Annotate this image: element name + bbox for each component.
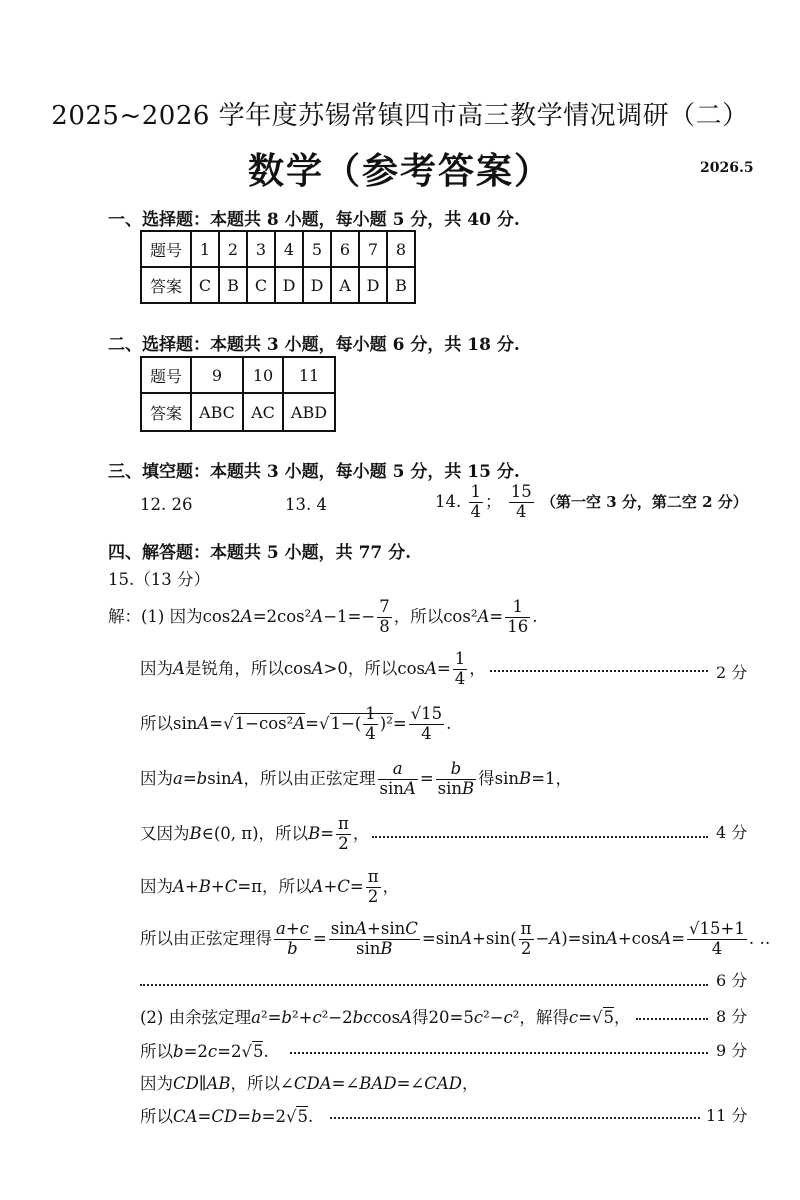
table-cell: 5 — [303, 231, 331, 267]
solution-line-3: 所以sinA=√1−cos²A=√1−( $\frac{1}{4}$ )²= $\frac{√15}{4}$ . — [140, 704, 452, 743]
q14-separator: ； — [485, 491, 502, 511]
section4-heading: 四、解答题：本题共 5 小题，共 77 分. — [108, 543, 412, 563]
table-cell: C — [191, 267, 219, 303]
answer-q13: 13. 4 — [285, 495, 327, 514]
table-header-cell: 题号 — [141, 357, 191, 393]
table-cell: D — [275, 267, 303, 303]
section3-heading: 三、填空题：本题共 3 小题，每小题 5 分，共 15 分. — [108, 462, 520, 482]
answer-q12: 12. 26 — [140, 495, 193, 514]
table-cell: 2 — [219, 231, 247, 267]
table-cell: 9 — [191, 357, 243, 393]
dot-leader — [490, 670, 708, 672]
table-cell: ABD — [283, 393, 335, 431]
table-cell: A — [331, 267, 359, 303]
section2-heading: 二、选择题：本题共 3 小题，每小题 6 分，共 18 分. — [108, 335, 520, 355]
table-cell: 7 — [359, 231, 387, 267]
table-cell: B — [219, 267, 247, 303]
solution-line-8: (2) 由余弦定理a²=b²+c²−2bccosA得20=5c²−c²，解得c=√5， — [140, 1008, 631, 1027]
score-2: 2 分 — [716, 663, 748, 682]
answer-q14: 14. $\frac{1}{4}$ ； $\frac{15}{4}$ （第一空 3 分，第二空 2 分） — [435, 482, 748, 521]
section2-answer-table — [140, 356, 336, 432]
table-cell: D — [359, 267, 387, 303]
solution-line-10: 因为CD∥AB，所以∠CDA=∠BAD=∠CAD， — [140, 1074, 479, 1093]
q15-label: 15.（13 分） — [108, 570, 210, 589]
q14-note: （第一空 3 分，第二空 2 分） — [541, 492, 748, 511]
table-cell: D — [303, 267, 331, 303]
dot-leader — [140, 984, 708, 986]
score-4: 4 分 — [716, 823, 748, 842]
score-9: 9 分 — [716, 1041, 748, 1060]
dot-leader — [636, 1018, 708, 1020]
table-header-cell: 答案 — [141, 393, 191, 431]
table-cell: 11 — [283, 357, 335, 393]
table-cell: B — [387, 267, 415, 303]
score-6: 6 分 — [716, 971, 748, 990]
table-header-cell: 答案 — [141, 267, 191, 303]
table-header-cell: 题号 — [141, 231, 191, 267]
table-cell: 8 — [387, 231, 415, 267]
solution-line-5: 又因为B∈(0, π)，所以B= $\frac{\pi}{2}$ ， — [140, 814, 370, 853]
dot-leader — [290, 1052, 708, 1054]
dot-leader — [330, 1117, 700, 1119]
exam-date: 2026.5 — [700, 160, 754, 176]
table-cell: C — [247, 267, 275, 303]
table-row-questions — [141, 231, 415, 267]
score-8: 8 分 — [716, 1007, 748, 1026]
section1-heading: 一、选择题：本题共 8 小题，每小题 5 分，共 40 分. — [108, 210, 520, 230]
table-cell: 10 — [243, 357, 283, 393]
table-row-questions — [141, 357, 335, 393]
table-cell: ABC — [191, 393, 243, 431]
table-cell: 6 — [331, 231, 359, 267]
solution-line-11: 所以CA=CD=b=2√5. — [140, 1107, 314, 1126]
score-11: 11 分 — [706, 1106, 748, 1125]
solution-line-2: 因为A是锐角，所以cosA>0，所以cosA= $\frac{1}{4}$ ， — [140, 649, 486, 688]
solution-line-9: 所以b=2c=2√5. — [140, 1042, 269, 1061]
table-cell: 3 — [247, 231, 275, 267]
solution-line-4: 因为a=bsinA，所以由正弦定理 $\frac{a}{\sin A}$ = $\frac{b}{\sin B}$ 得sinB=1， — [140, 759, 573, 798]
section1-answer-table — [140, 230, 416, 304]
table-row-answers — [141, 393, 335, 431]
table-cell: 1 — [191, 231, 219, 267]
table-row-answers — [141, 267, 415, 303]
table-cell: 4 — [275, 231, 303, 267]
solution-line-1: 解：(1) 因为cos2A=2cos²A−1=− $\frac{7}{8}$ ，所以cos²A= $\frac{1}{16}$ . — [108, 597, 538, 636]
table-cell: AC — [243, 393, 283, 431]
page-subtitle: 数学（参考答案） — [247, 150, 552, 192]
solution-line-6: 因为A+B+C=π，所以A+C= $\frac{\pi}{2}$ ， — [140, 867, 400, 906]
solution-line-7: 所以由正弦定理得 $\frac{a+c}{b}$ = $\frac{\sin A+\sin C}{\sin B}$ =sinA+sin( $\frac{\pi}{2}$ −A)=sinA+cosA= $\frac{√15+1}{4}$ . ‥ — [140, 919, 771, 958]
q14-label: 14. — [435, 491, 462, 511]
page-title: 2025~2026 学年度苏锡常镇四市高三教学情况调研（二） — [51, 101, 749, 131]
dot-leader — [372, 836, 708, 838]
